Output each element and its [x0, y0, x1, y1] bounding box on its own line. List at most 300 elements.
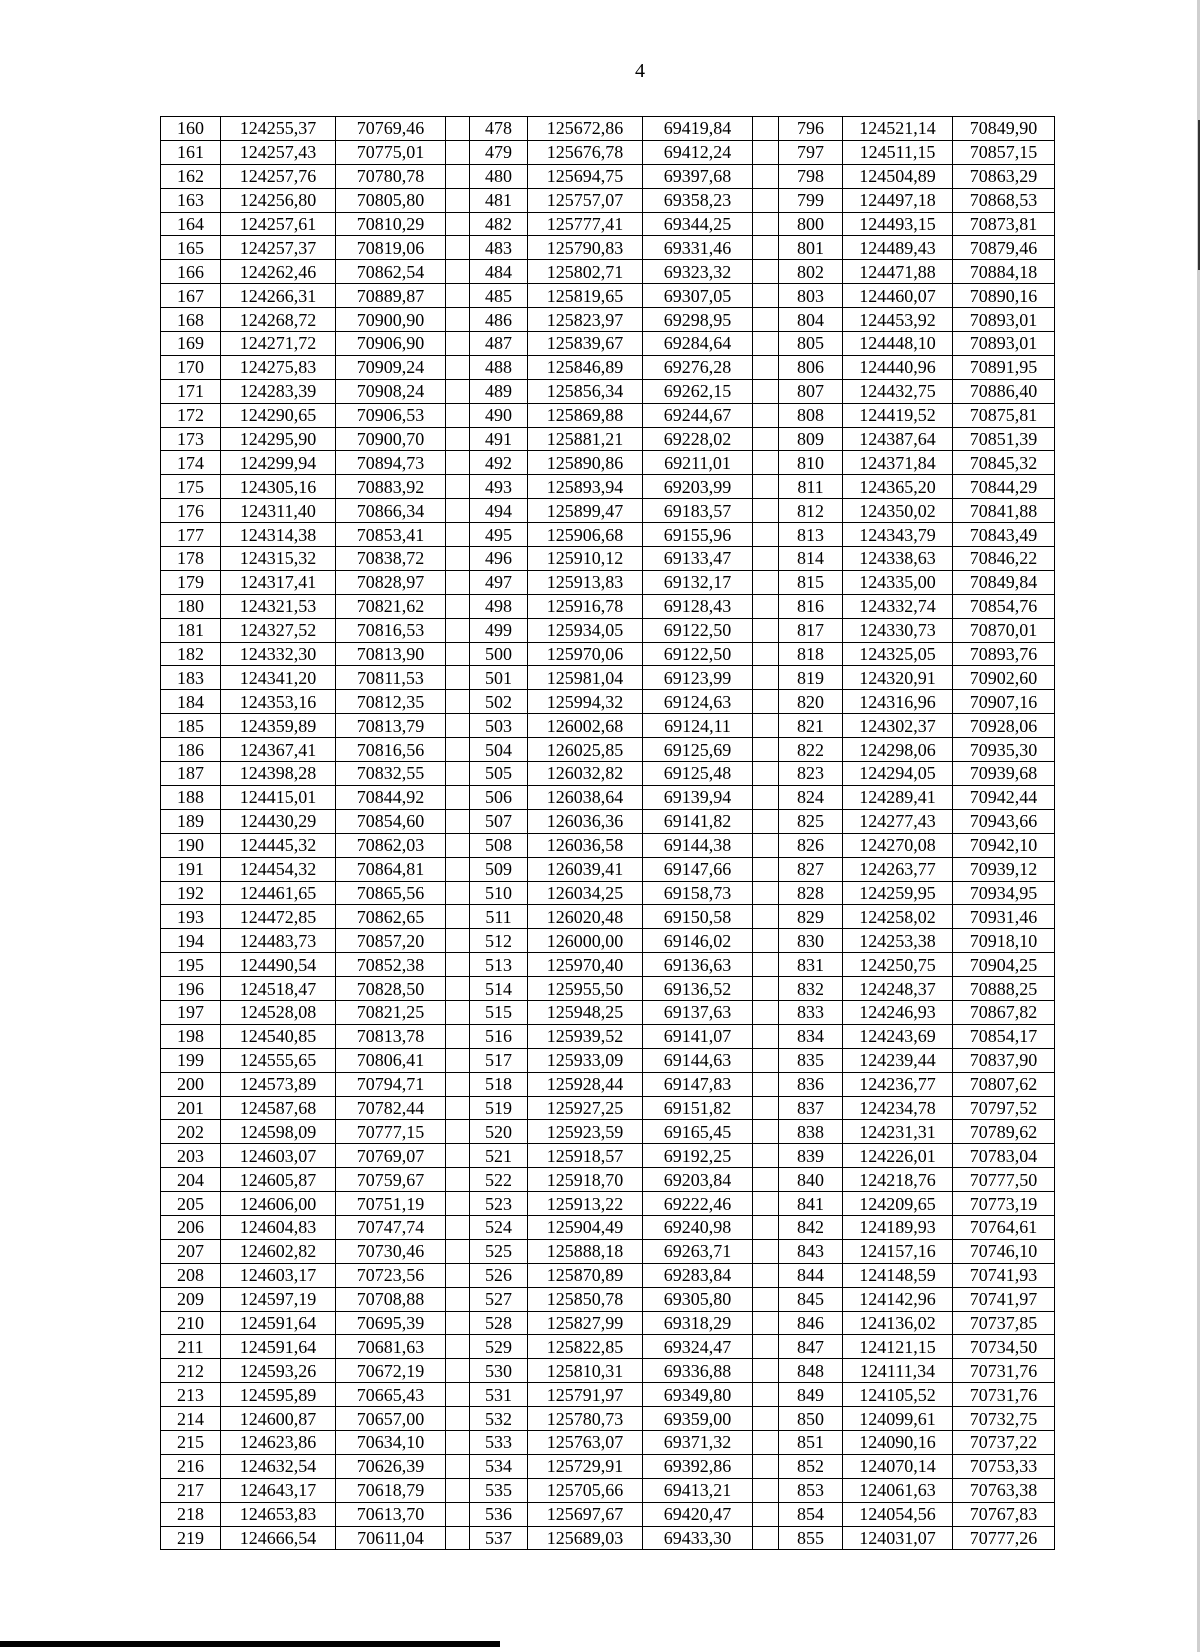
y-coordinate-cell: 70854,60 [336, 809, 446, 833]
y-coordinate-cell: 70866,34 [336, 499, 446, 523]
point-number-cell: 161 [161, 140, 221, 164]
point-number-cell: 209 [161, 1287, 221, 1311]
column-gap-cell [753, 140, 779, 164]
y-coordinate-cell: 69158,73 [643, 881, 753, 905]
x-coordinate-cell: 124271,72 [221, 332, 336, 356]
y-coordinate-cell: 70870,01 [953, 618, 1055, 642]
table-row [161, 1192, 1055, 1216]
x-coordinate-cell: 124332,74 [843, 594, 953, 618]
point-number-cell: 799 [779, 188, 843, 212]
column-gap-cell [446, 1430, 470, 1454]
y-coordinate-cell: 70737,22 [953, 1430, 1055, 1454]
y-coordinate-cell: 70846,22 [953, 547, 1055, 571]
y-coordinate-cell: 70672,19 [336, 1359, 446, 1383]
point-number-cell: 531 [470, 1383, 528, 1407]
point-number-cell: 207 [161, 1239, 221, 1263]
y-coordinate-cell: 69123,99 [643, 666, 753, 690]
column-gap-cell [753, 1096, 779, 1120]
column-gap-cell [446, 905, 470, 929]
column-gap-cell [753, 785, 779, 809]
column-gap-cell [753, 1478, 779, 1502]
column-gap-cell [446, 809, 470, 833]
column-gap-cell [753, 212, 779, 236]
point-number-cell: 499 [470, 618, 528, 642]
y-coordinate-cell: 70837,90 [953, 1048, 1055, 1072]
x-coordinate-cell: 124598,09 [221, 1120, 336, 1144]
y-coordinate-cell: 70747,74 [336, 1215, 446, 1239]
table-row [161, 785, 1055, 809]
y-coordinate-cell: 70813,90 [336, 642, 446, 666]
y-coordinate-cell: 70723,56 [336, 1263, 446, 1287]
y-coordinate-cell: 70751,19 [336, 1192, 446, 1216]
point-number-cell: 190 [161, 833, 221, 857]
y-coordinate-cell: 69151,82 [643, 1096, 753, 1120]
point-number-cell: 479 [470, 140, 528, 164]
x-coordinate-cell: 124327,52 [221, 618, 336, 642]
y-coordinate-cell: 70777,15 [336, 1120, 446, 1144]
column-gap-cell [753, 308, 779, 332]
x-coordinate-cell: 124603,07 [221, 1144, 336, 1168]
x-coordinate-cell: 125827,99 [528, 1311, 643, 1335]
x-coordinate-cell: 124317,41 [221, 570, 336, 594]
x-coordinate-cell: 125869,88 [528, 403, 643, 427]
point-number-cell: 838 [779, 1120, 843, 1144]
table-row [161, 1120, 1055, 1144]
x-coordinate-cell: 124591,64 [221, 1311, 336, 1335]
column-gap-cell [446, 403, 470, 427]
table-row [161, 1407, 1055, 1431]
column-gap-cell [753, 738, 779, 762]
y-coordinate-cell: 69136,52 [643, 977, 753, 1001]
table-row [161, 1287, 1055, 1311]
point-number-cell: 204 [161, 1168, 221, 1192]
point-number-cell: 536 [470, 1502, 528, 1526]
point-number-cell: 492 [470, 451, 528, 475]
y-coordinate-cell: 69336,88 [643, 1359, 753, 1383]
x-coordinate-cell: 125689,03 [528, 1526, 643, 1550]
point-number-cell: 825 [779, 809, 843, 833]
point-number-cell: 813 [779, 523, 843, 547]
y-coordinate-cell: 70810,29 [336, 212, 446, 236]
column-gap-cell [446, 1048, 470, 1072]
point-number-cell: 522 [470, 1168, 528, 1192]
column-gap-cell [446, 1263, 470, 1287]
y-coordinate-cell: 69128,43 [643, 594, 753, 618]
y-coordinate-cell: 70806,41 [336, 1048, 446, 1072]
x-coordinate-cell: 126000,00 [528, 929, 643, 953]
x-coordinate-cell: 124332,30 [221, 642, 336, 666]
column-gap-cell [446, 332, 470, 356]
point-number-cell: 844 [779, 1263, 843, 1287]
y-coordinate-cell: 70626,39 [336, 1454, 446, 1478]
x-coordinate-cell: 125890,86 [528, 451, 643, 475]
column-gap-cell [446, 236, 470, 260]
table-row [161, 857, 1055, 881]
column-gap-cell [446, 762, 470, 786]
point-number-cell: 200 [161, 1072, 221, 1096]
x-coordinate-cell: 125802,71 [528, 260, 643, 284]
x-coordinate-cell: 124359,89 [221, 714, 336, 738]
point-number-cell: 208 [161, 1263, 221, 1287]
x-coordinate-cell: 124454,32 [221, 857, 336, 881]
column-gap-cell [446, 308, 470, 332]
point-number-cell: 832 [779, 977, 843, 1001]
column-gap-cell [446, 1096, 470, 1120]
table-row [161, 260, 1055, 284]
x-coordinate-cell: 124268,72 [221, 308, 336, 332]
x-coordinate-cell: 124257,61 [221, 212, 336, 236]
y-coordinate-cell: 70854,76 [953, 594, 1055, 618]
x-coordinate-cell: 125933,09 [528, 1048, 643, 1072]
column-gap-cell [753, 355, 779, 379]
y-coordinate-cell: 70906,90 [336, 332, 446, 356]
point-number-cell: 504 [470, 738, 528, 762]
column-gap-cell [753, 1263, 779, 1287]
y-coordinate-cell: 70857,20 [336, 929, 446, 953]
x-coordinate-cell: 124597,19 [221, 1287, 336, 1311]
x-coordinate-cell: 124415,01 [221, 785, 336, 809]
y-coordinate-cell: 70811,53 [336, 666, 446, 690]
x-coordinate-cell: 125694,75 [528, 164, 643, 188]
point-number-cell: 196 [161, 977, 221, 1001]
point-number-cell: 482 [470, 212, 528, 236]
coordinates-table [160, 116, 1055, 1550]
y-coordinate-cell: 69124,11 [643, 714, 753, 738]
x-coordinate-cell: 125676,78 [528, 140, 643, 164]
y-coordinate-cell: 70864,81 [336, 857, 446, 881]
x-coordinate-cell: 124275,83 [221, 355, 336, 379]
column-gap-cell [753, 1454, 779, 1478]
x-coordinate-cell: 124250,75 [843, 953, 953, 977]
column-gap-cell [446, 929, 470, 953]
y-coordinate-cell: 70875,81 [953, 403, 1055, 427]
point-number-cell: 840 [779, 1168, 843, 1192]
column-gap-cell [446, 1168, 470, 1192]
point-number-cell: 503 [470, 714, 528, 738]
x-coordinate-cell: 124461,65 [221, 881, 336, 905]
y-coordinate-cell: 69298,95 [643, 308, 753, 332]
point-number-cell: 497 [470, 570, 528, 594]
point-number-cell: 525 [470, 1239, 528, 1263]
y-coordinate-cell: 70777,50 [953, 1168, 1055, 1192]
column-gap-cell [446, 260, 470, 284]
point-number-cell: 805 [779, 332, 843, 356]
point-number-cell: 202 [161, 1120, 221, 1144]
y-coordinate-cell: 70888,25 [953, 977, 1055, 1001]
point-number-cell: 187 [161, 762, 221, 786]
scan-bottom-bar [0, 1641, 500, 1647]
y-coordinate-cell: 70844,29 [953, 475, 1055, 499]
x-coordinate-cell: 124283,39 [221, 379, 336, 403]
x-coordinate-cell: 124521,14 [843, 117, 953, 141]
column-gap-cell [446, 1072, 470, 1096]
column-gap-cell [753, 618, 779, 642]
x-coordinate-cell: 125881,21 [528, 427, 643, 451]
x-coordinate-cell: 125913,83 [528, 570, 643, 594]
y-coordinate-cell: 70851,39 [953, 427, 1055, 451]
x-coordinate-cell: 124256,80 [221, 188, 336, 212]
x-coordinate-cell: 124111,34 [843, 1359, 953, 1383]
column-gap-cell [753, 403, 779, 427]
x-coordinate-cell: 124298,06 [843, 738, 953, 762]
point-number-cell: 816 [779, 594, 843, 618]
column-gap-cell [446, 140, 470, 164]
point-number-cell: 841 [779, 1192, 843, 1216]
y-coordinate-cell: 70611,04 [336, 1526, 446, 1550]
table-row [161, 188, 1055, 212]
y-coordinate-cell: 70753,33 [953, 1454, 1055, 1478]
table-row [161, 1263, 1055, 1287]
x-coordinate-cell: 126036,36 [528, 809, 643, 833]
point-number-cell: 513 [470, 953, 528, 977]
y-coordinate-cell: 70741,93 [953, 1263, 1055, 1287]
y-coordinate-cell: 70734,50 [953, 1335, 1055, 1359]
x-coordinate-cell: 124338,63 [843, 547, 953, 571]
point-number-cell: 179 [161, 570, 221, 594]
column-gap-cell [753, 1287, 779, 1311]
y-coordinate-cell: 69203,84 [643, 1168, 753, 1192]
column-gap-cell [446, 977, 470, 1001]
y-coordinate-cell: 70832,55 [336, 762, 446, 786]
x-coordinate-cell: 125928,44 [528, 1072, 643, 1096]
column-gap-cell [753, 117, 779, 141]
x-coordinate-cell: 124471,88 [843, 260, 953, 284]
y-coordinate-cell: 69183,57 [643, 499, 753, 523]
point-number-cell: 508 [470, 833, 528, 857]
y-coordinate-cell: 70838,72 [336, 547, 446, 571]
column-gap-cell [446, 164, 470, 188]
y-coordinate-cell: 70854,17 [953, 1024, 1055, 1048]
column-gap-cell [446, 475, 470, 499]
column-gap-cell [753, 1048, 779, 1072]
y-coordinate-cell: 70812,35 [336, 690, 446, 714]
x-coordinate-cell: 124350,02 [843, 499, 953, 523]
table-row [161, 164, 1055, 188]
x-coordinate-cell: 125846,89 [528, 355, 643, 379]
x-coordinate-cell: 124603,17 [221, 1263, 336, 1287]
point-number-cell: 206 [161, 1215, 221, 1239]
column-gap-cell [753, 714, 779, 738]
point-number-cell: 203 [161, 1144, 221, 1168]
x-coordinate-cell: 124511,15 [843, 140, 953, 164]
y-coordinate-cell: 69420,47 [643, 1502, 753, 1526]
column-gap-cell [753, 427, 779, 451]
y-coordinate-cell: 70828,97 [336, 570, 446, 594]
x-coordinate-cell: 125955,50 [528, 977, 643, 1001]
y-coordinate-cell: 70732,75 [953, 1407, 1055, 1431]
point-number-cell: 170 [161, 355, 221, 379]
y-coordinate-cell: 69122,50 [643, 618, 753, 642]
y-coordinate-cell: 69203,99 [643, 475, 753, 499]
x-coordinate-cell: 126032,82 [528, 762, 643, 786]
point-number-cell: 820 [779, 690, 843, 714]
y-coordinate-cell: 70907,16 [953, 690, 1055, 714]
x-coordinate-cell: 124666,54 [221, 1526, 336, 1550]
x-coordinate-cell: 124226,01 [843, 1144, 953, 1168]
x-coordinate-cell: 124432,75 [843, 379, 953, 403]
table-row [161, 738, 1055, 762]
point-number-cell: 518 [470, 1072, 528, 1096]
point-number-cell: 490 [470, 403, 528, 427]
x-coordinate-cell: 126034,25 [528, 881, 643, 905]
x-coordinate-cell: 124189,93 [843, 1215, 953, 1239]
x-coordinate-cell: 125790,83 [528, 236, 643, 260]
table-row [161, 140, 1055, 164]
y-coordinate-cell: 69413,21 [643, 1478, 753, 1502]
point-number-cell: 852 [779, 1454, 843, 1478]
y-coordinate-cell: 70613,70 [336, 1502, 446, 1526]
x-coordinate-cell: 125819,65 [528, 284, 643, 308]
point-number-cell: 533 [470, 1430, 528, 1454]
point-number-cell: 489 [470, 379, 528, 403]
x-coordinate-cell: 124623,86 [221, 1430, 336, 1454]
y-coordinate-cell: 69132,17 [643, 570, 753, 594]
x-coordinate-cell: 124294,05 [843, 762, 953, 786]
point-number-cell: 193 [161, 905, 221, 929]
x-coordinate-cell: 124231,31 [843, 1120, 953, 1144]
y-coordinate-cell: 69262,15 [643, 379, 753, 403]
point-number-cell: 500 [470, 642, 528, 666]
point-number-cell: 853 [779, 1478, 843, 1502]
point-number-cell: 848 [779, 1359, 843, 1383]
point-number-cell: 804 [779, 308, 843, 332]
column-gap-cell [753, 594, 779, 618]
x-coordinate-cell: 124604,83 [221, 1215, 336, 1239]
point-number-cell: 169 [161, 332, 221, 356]
page-number: 4 [635, 60, 645, 82]
point-number-cell: 802 [779, 260, 843, 284]
x-coordinate-cell: 125970,40 [528, 953, 643, 977]
y-coordinate-cell: 70681,63 [336, 1335, 446, 1359]
x-coordinate-cell: 125888,18 [528, 1239, 643, 1263]
point-number-cell: 822 [779, 738, 843, 762]
x-coordinate-cell: 124236,77 [843, 1072, 953, 1096]
x-coordinate-cell: 124239,44 [843, 1048, 953, 1072]
point-number-cell: 827 [779, 857, 843, 881]
y-coordinate-cell: 69371,32 [643, 1430, 753, 1454]
table-row [161, 666, 1055, 690]
y-coordinate-cell: 69139,94 [643, 785, 753, 809]
x-coordinate-cell: 125927,25 [528, 1096, 643, 1120]
point-number-cell: 819 [779, 666, 843, 690]
point-number-cell: 836 [779, 1072, 843, 1096]
x-coordinate-cell: 125923,59 [528, 1120, 643, 1144]
y-coordinate-cell: 69263,71 [643, 1239, 753, 1263]
y-coordinate-cell: 70780,78 [336, 164, 446, 188]
x-coordinate-cell: 125906,68 [528, 523, 643, 547]
point-number-cell: 830 [779, 929, 843, 953]
table-row [161, 284, 1055, 308]
point-number-cell: 524 [470, 1215, 528, 1239]
point-number-cell: 219 [161, 1526, 221, 1550]
y-coordinate-cell: 70900,70 [336, 427, 446, 451]
column-gap-cell [446, 379, 470, 403]
table-row [161, 1024, 1055, 1048]
table-row [161, 594, 1055, 618]
column-gap-cell [753, 1120, 779, 1144]
x-coordinate-cell: 124440,96 [843, 355, 953, 379]
point-number-cell: 517 [470, 1048, 528, 1072]
column-gap-cell [753, 953, 779, 977]
x-coordinate-cell: 124136,02 [843, 1311, 953, 1335]
y-coordinate-cell: 70853,41 [336, 523, 446, 547]
y-coordinate-cell: 70852,38 [336, 953, 446, 977]
y-coordinate-cell: 70849,84 [953, 570, 1055, 594]
y-coordinate-cell: 69228,02 [643, 427, 753, 451]
x-coordinate-cell: 126020,48 [528, 905, 643, 929]
y-coordinate-cell: 70943,66 [953, 809, 1055, 833]
point-number-cell: 506 [470, 785, 528, 809]
column-gap-cell [446, 427, 470, 451]
point-number-cell: 817 [779, 618, 843, 642]
y-coordinate-cell: 70863,29 [953, 164, 1055, 188]
column-gap-cell [753, 1239, 779, 1263]
x-coordinate-cell: 124573,89 [221, 1072, 336, 1096]
point-number-cell: 484 [470, 260, 528, 284]
y-coordinate-cell: 69419,84 [643, 117, 753, 141]
y-coordinate-cell: 70797,52 [953, 1096, 1055, 1120]
point-number-cell: 171 [161, 379, 221, 403]
x-coordinate-cell: 124605,87 [221, 1168, 336, 1192]
x-coordinate-cell: 125697,67 [528, 1502, 643, 1526]
x-coordinate-cell: 124209,65 [843, 1192, 953, 1216]
point-number-cell: 488 [470, 355, 528, 379]
x-coordinate-cell: 124263,77 [843, 857, 953, 881]
column-gap-cell [446, 690, 470, 714]
y-coordinate-cell: 70769,46 [336, 117, 446, 141]
point-number-cell: 183 [161, 666, 221, 690]
x-coordinate-cell: 124504,89 [843, 164, 953, 188]
x-coordinate-cell: 124290,65 [221, 403, 336, 427]
table-row [161, 236, 1055, 260]
y-coordinate-cell: 69122,50 [643, 642, 753, 666]
x-coordinate-cell: 124142,96 [843, 1287, 953, 1311]
column-gap-cell [446, 953, 470, 977]
table-row [161, 690, 1055, 714]
x-coordinate-cell: 124398,28 [221, 762, 336, 786]
column-gap-cell [446, 284, 470, 308]
table-row [161, 1215, 1055, 1239]
y-coordinate-cell: 69141,07 [643, 1024, 753, 1048]
point-number-cell: 498 [470, 594, 528, 618]
y-coordinate-cell: 69147,83 [643, 1072, 753, 1096]
table-row [161, 1454, 1055, 1478]
x-coordinate-cell: 124257,43 [221, 140, 336, 164]
x-coordinate-cell: 125948,25 [528, 1000, 643, 1024]
y-coordinate-cell: 70934,95 [953, 881, 1055, 905]
table-row [161, 1359, 1055, 1383]
column-gap-cell [753, 642, 779, 666]
point-number-cell: 486 [470, 308, 528, 332]
y-coordinate-cell: 70867,82 [953, 1000, 1055, 1024]
y-coordinate-cell: 69137,63 [643, 1000, 753, 1024]
x-coordinate-cell: 124289,41 [843, 785, 953, 809]
y-coordinate-cell: 70807,62 [953, 1072, 1055, 1096]
point-number-cell: 216 [161, 1454, 221, 1478]
table-row [161, 1239, 1055, 1263]
x-coordinate-cell: 124243,69 [843, 1024, 953, 1048]
table-row [161, 451, 1055, 475]
y-coordinate-cell: 70939,68 [953, 762, 1055, 786]
x-coordinate-cell: 124497,18 [843, 188, 953, 212]
table-row [161, 905, 1055, 929]
column-gap-cell [753, 1192, 779, 1216]
point-number-cell: 511 [470, 905, 528, 929]
x-coordinate-cell: 124218,76 [843, 1168, 953, 1192]
x-coordinate-cell: 124157,16 [843, 1239, 953, 1263]
column-gap-cell [753, 809, 779, 833]
y-coordinate-cell: 69124,63 [643, 690, 753, 714]
